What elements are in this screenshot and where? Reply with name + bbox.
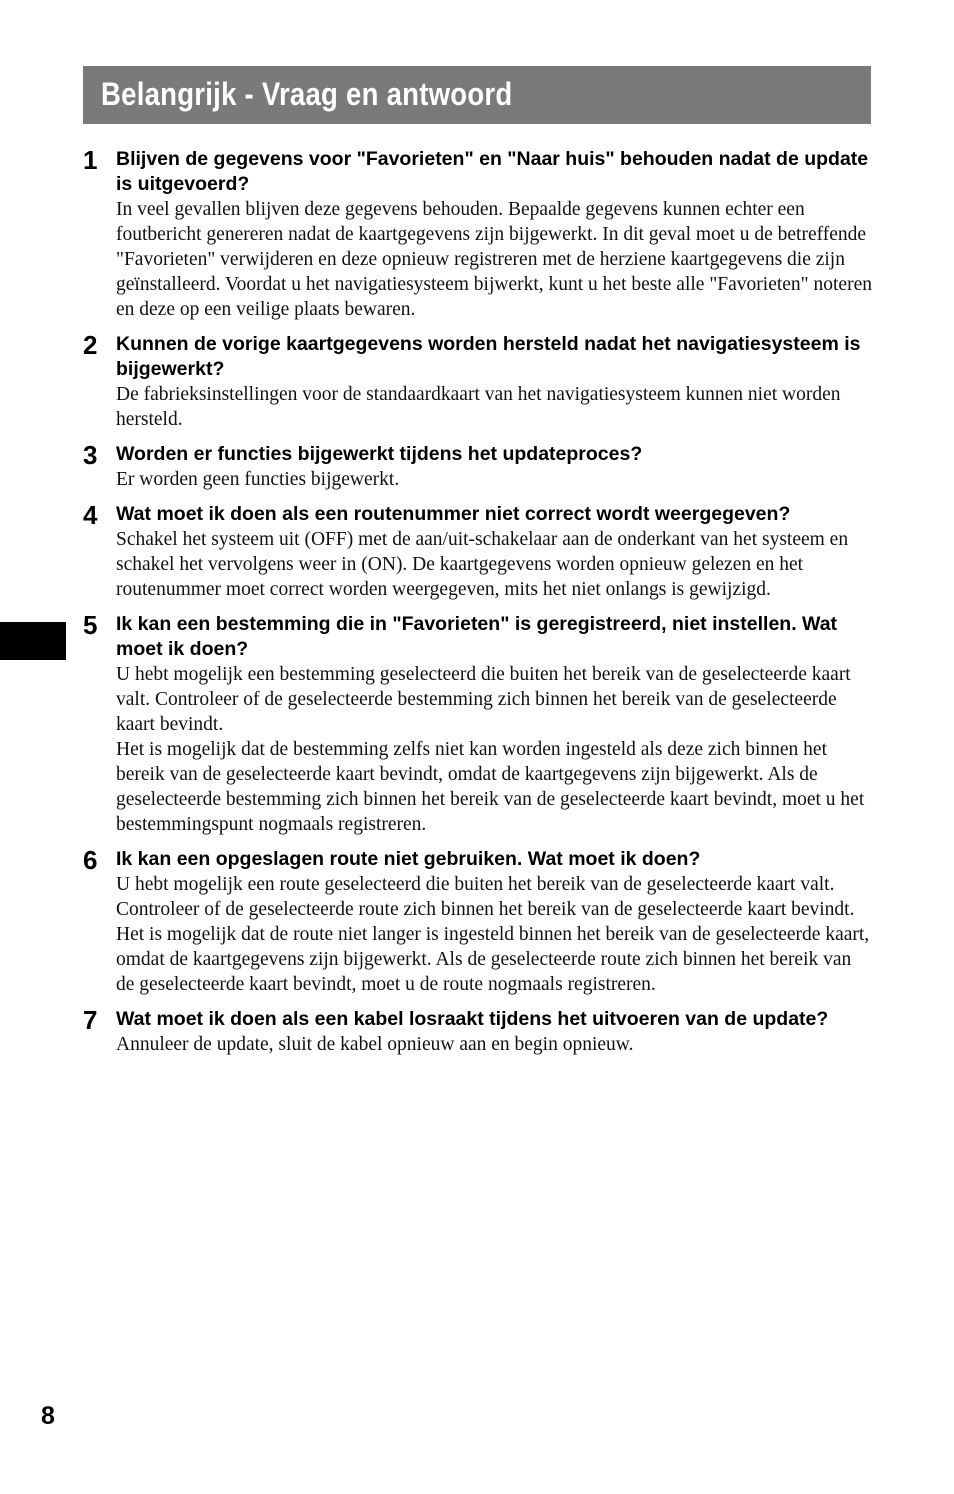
answer-text: U hebt mogelijk een route geselecteerd die buiten het bereik van de geselecteerde kaart valt. Controleer of de geselecteerde route zich binnen het bereik van de geselecteerde kaart bevindt. [116,874,855,920]
section-title-bar [83,66,871,124]
question-text: Ik kan een bestemming die in "Favorieten" is geregistreerd, niet instellen. Wat moet ik doen? [116,613,838,660]
qa-item-4 [83,502,873,602]
answer-text: U hebt mogelijk een bestemming geselecteerd die buiten het bereik van de geselecteerde kaart valt. Controleer of de geselecteerde bestemming zich binnen het bereik van de geselecteerde kaart bevindt. [116,664,851,735]
qa-item-6 [83,847,873,997]
question-number: 6 [83,845,98,875]
qa-item-3 [83,442,873,492]
answer-text: Schakel het systeem uit (OFF) met de aan/uit-schakelaar aan de onderkant van het systeem en schakel het vervolgens weer in (ON). De kaartgegevens worden opnieuw gelezen en het routenummer moet correct worden weergegeven, mits het niet onlangs is gewijzigd. [116,529,849,600]
question-number: 7 [83,1005,98,1035]
question-number: 1 [83,145,98,175]
qa-item-2 [83,332,873,432]
question-number: 5 [83,610,98,640]
answer-text: Het is mogelijk dat de bestemming zelfs niet kan worden ingesteld als deze zich binnen het bereik van de geselecteerde kaart bevindt, omdat de kaartgegevens zijn bijgewerkt. Als de geselecteerde bestemming zich binnen het bereik van de geselecteerde kaart bevindt, moet u het bestemmingspunt nogmaals registreren. [116,739,865,835]
answer-text: Er worden geen functies bijgewerkt. [116,469,400,490]
question-text: Ik kan een opgeslagen route niet gebruiken. Wat moet ik doen? [116,848,701,870]
question-text: Wat moet ik doen als een routenummer niet correct wordt weergegeven? [116,503,791,525]
qa-item-7 [83,1007,873,1057]
question-number: 3 [83,440,98,470]
answer-text: Annuleer de update, sluit de kabel opnieuw aan en begin opnieuw. [116,1034,634,1055]
chapter-tab-marker [0,622,66,660]
answer-text: In veel gevallen blijven deze gegevens behouden. Bepaalde gegevens kunnen echter een foutbericht genereren nadat de kaartgegevens zijn bijgewerkt. In dit geval moet u de betreffende "Favorieten" verwijderen en deze opnieuw registreren met de herziene kaartgegevens die zijn geïnstalleerd. Voordat u het navigatiesysteem bijwerkt, kunt u het beste alle "Favorieten" noteren en deze op een veilige plaats bewaren. [116,199,872,320]
page-number: 8 [41,1402,55,1430]
question-text: Kunnen de vorige kaartgegevens worden hersteld nadat het navigatiesysteem is bijgewerkt? [116,333,861,380]
question-number: 2 [83,330,98,360]
question-text: Worden er functies bijgewerkt tijdens het updateproces? [116,443,643,465]
question-number: 4 [83,500,98,530]
qa-item-5 [83,612,873,837]
answer-text: Het is mogelijk dat de route niet langer is ingesteld binnen het bereik van de geselecteerde kaart, omdat de kaartgegevens zijn bijgewerkt. Als de geselecteerde route zich binnen het bereik van de geselecteerde kaart bevindt, moet u de route nogmaals registreren. [116,924,870,995]
qa-list [83,143,873,1067]
page-title: Belangrijk - Vraag en antwoord [101,76,513,112]
qa-item-1 [83,147,873,322]
question-text: Wat moet ik doen als een kabel losraakt tijdens het uitvoeren van de update? [116,1008,829,1030]
answer-text: De fabrieksinstellingen voor de standaardkaart van het navigatiesysteem kunnen niet worden hersteld. [116,384,841,430]
question-text: Blijven de gegevens voor "Favorieten" en "Naar huis" behouden nadat de update is uitgevoerd? [116,148,869,195]
